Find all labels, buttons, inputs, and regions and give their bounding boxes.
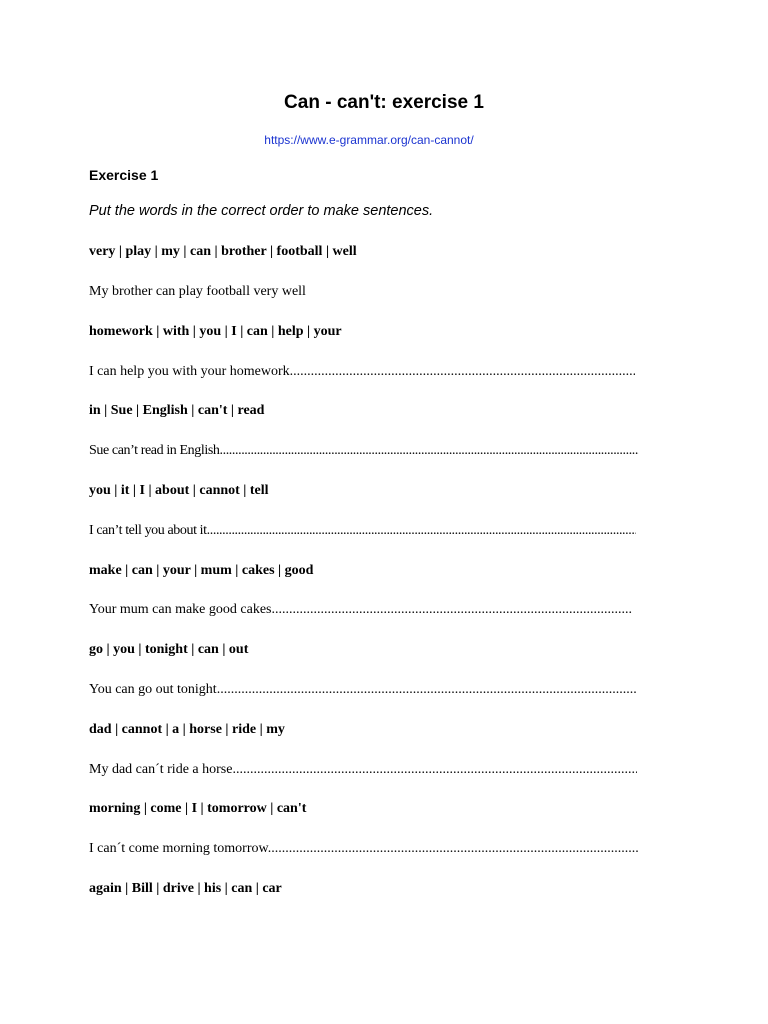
word-prompt-4: you | it | I | about | cannot | tell bbox=[89, 483, 269, 498]
exercise-heading: Exercise 1 bbox=[89, 167, 159, 183]
word-prompt-6: go | you | tonight | can | out bbox=[89, 642, 249, 657]
word-prompt-5: make | can | your | mum | cakes | good bbox=[89, 563, 314, 578]
exercise-instruction: Put the words in the correct order to make sentences. bbox=[89, 203, 434, 219]
word-prompt-1: very | play | my | can | brother | football | well bbox=[89, 244, 357, 259]
source-link[interactable]: https://www.e-grammar.org/can-cannot/ bbox=[264, 133, 474, 147]
word-prompt-9: again | Bill | drive | his | can | car bbox=[89, 881, 282, 896]
document-title: Can - can't: exercise 1 bbox=[284, 92, 484, 113]
word-prompt-8: morning | come | I | tomorrow | can't bbox=[89, 801, 307, 816]
answer-line-2: I can help you with your homework ..... bbox=[89, 364, 635, 380]
answer-line-4: I can’t tell you about it ..... bbox=[89, 523, 636, 539]
answer-line-3: Sue can’t read in English ..... bbox=[89, 443, 639, 459]
answer-line-6: You can go out tonight ..... bbox=[89, 682, 637, 698]
answer-line-8: I can´t come morning tomorrow ..... bbox=[89, 841, 639, 857]
answer-line-7: My dad can´t ride a horse ..... bbox=[89, 762, 637, 778]
word-prompt-7: dad | cannot | a | horse | ride | my bbox=[89, 722, 285, 737]
answer-line-5: Your mum can make good cakes ..... bbox=[89, 602, 632, 618]
word-prompt-3: in | Sue | English | can't | read bbox=[89, 403, 265, 418]
word-prompt-2: homework | with | you | I | can | help | your bbox=[89, 324, 342, 339]
answer-line-1: My brother can play football very well bbox=[89, 284, 306, 299]
